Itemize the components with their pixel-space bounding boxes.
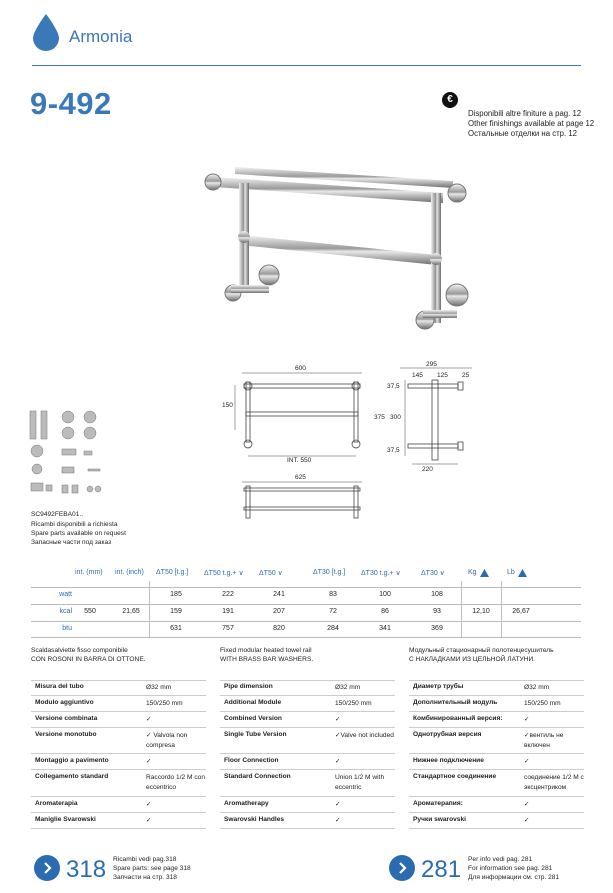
th-int-inch: int. (inch) [115, 569, 144, 576]
desc-line-1: Scaldasalviette fisso componibile [31, 647, 128, 654]
th-dt30-v: ΔT30 ∨ [421, 570, 445, 577]
model-code: 9-492 [30, 86, 112, 121]
cell-watt-dt30tgv: 100 [379, 591, 391, 598]
product-photo [195, 155, 485, 340]
spare-parts-image [28, 405, 108, 505]
dim-top-width: 625 [295, 474, 306, 481]
cell-watt-dt30tg: 83 [329, 591, 337, 598]
dim-side-37a: 37,5 [387, 383, 400, 390]
technical-drawing [222, 360, 477, 525]
finishes-note-en: Other finishings available at page 12 [468, 119, 595, 128]
dim-side-37b: 37,5 [387, 447, 400, 454]
cell-btu-dt30tg: 284 [327, 625, 339, 632]
cell-watt-dt50tgv: 222 [222, 591, 234, 598]
header-rule [32, 65, 581, 66]
spec-column-en: Fixed modular heated towel rail WITH BRASS BAR WASHERS. Pipe dimension Ø32 mm Additional Module 150/250 mm Combined Version ✓ Single Tube Version ✓Valve not included Floor Connection ✓ Standard Connection Union 1/2 M with eccentric Aromatherapy ✓ Swarovski Handles ✓ [220, 646, 395, 664]
page-number-318[interactable]: 318 [66, 856, 107, 883]
row-label-watt: watt [59, 591, 72, 598]
cell-btu-dt30tgv: 341 [379, 625, 391, 632]
th-dt50-tgv: ΔT50 t.g.+ ∨ [204, 570, 244, 577]
footer-right-it: Per info vedi pag. 281 [468, 856, 533, 863]
dim-side-300: 300 [390, 414, 401, 421]
page-link-318-icon[interactable] [34, 855, 60, 881]
dim-side-a: 145 [412, 372, 423, 379]
cell-btu-dt50tg: 631 [170, 625, 182, 632]
desc-line-2: WITH BRASS BAR WASHERS. [220, 656, 314, 663]
spares-it: Ricambi disponibili a richiesta [31, 521, 118, 528]
cell-kg: 12,10 [472, 608, 490, 615]
th-kg: Kg [468, 569, 477, 576]
cell-watt-dt30v: 108 [431, 591, 443, 598]
cell-btu-dt50tgv: 757 [222, 625, 234, 632]
weight-lb-icon [518, 569, 527, 577]
cell-int-inch: 21,65 [122, 608, 140, 615]
th-dt50-v: ΔT50 ∨ [259, 570, 283, 577]
brand-title: Armonia [69, 27, 133, 46]
th-lb: Lb [507, 569, 515, 576]
cell-watt-dt50v: 241 [273, 591, 285, 598]
desc-line-1: Fixed modular heated towel rail [220, 647, 312, 654]
dim-interaxis: INT. 550 [287, 457, 312, 464]
footer-right-ru: Для информации см. стр. 281 [468, 874, 560, 881]
dim-side-total: 295 [426, 361, 437, 368]
page-link-281-icon[interactable] [389, 855, 415, 881]
th-dt30-tg: ΔT30 [t.g.] [313, 569, 346, 576]
dim-side-220: 220 [422, 466, 433, 473]
footer-right-en: For information see pag. 281 [468, 865, 553, 872]
spares-ru: Запасные части под заказ [31, 539, 112, 546]
spec-column-ru: Модульный стационарный полотенцесушитель С НАКЛАДКАМИ ИЗ ЦЕЛЬНОЙ ЛАТУНИ. Диаметр трубы Ø32 mm Дополнительный модуль 150/250 mm Комбинированный версия: ✓ Однотрубная версия ✓вентиль не включен Нижнее подключение ✓ Стандартное соединение соединение 1/2 M с эксцентриком Ароматерапия: ✓ Ручки swarovski ✓ [409, 646, 584, 664]
desc-line-2: С НАКЛАДКАМИ ИЗ ЦЕЛЬНОЙ ЛАТУНИ. [409, 656, 536, 663]
spec-column-it: Scaldasalviette fisso componibile CON ROSONI IN BARRA DI OTTONE. Misura del tubo Ø32 mm Modulo aggiuntivo 150/250 mm Versione combinata ✓ Versione monotubo ✓ Valvola non compresa Montaggio a pavimento ✓ Collegamento standard Raccordo 1/2 M con eccentrico Aromaterapia ✓ Maniglie Svarowski ✓ [31, 646, 206, 664]
footer-left-it: Ricambi vedi pag.318 [113, 856, 177, 863]
spares-en: Spare parts available on request [31, 530, 126, 537]
performance-table [31, 569, 581, 639]
row-label-btu: btu [62, 625, 72, 632]
dim-front-height: 150 [222, 402, 233, 409]
water-drop-icon [31, 13, 61, 51]
cell-lb: 26,67 [512, 608, 530, 615]
cell-kcal-dt50tgv: 191 [222, 608, 234, 615]
weight-kg-icon [480, 569, 489, 577]
footer-left-ru: Запчасти на стр. 318 [113, 874, 177, 881]
dim-side-375: 375 [374, 414, 385, 421]
cell-kcal-dt30tgv: 86 [381, 608, 389, 615]
desc-line-2: CON ROSONI IN BARRA DI OTTONE. [31, 656, 146, 663]
euro-icon: € [442, 92, 458, 108]
cell-btu-dt30v: 369 [431, 625, 443, 632]
cell-watt-dt50tg: 185 [170, 591, 182, 598]
cell-btu-dt50v: 820 [273, 625, 285, 632]
page-number-281[interactable]: 281 [421, 856, 462, 883]
th-dt50-tg: ΔT50 [t.g.] [156, 569, 189, 576]
th-int-mm: int. (mm) [75, 569, 103, 576]
cell-int-mm: 550 [84, 608, 96, 615]
cell-kcal-dt50tg: 159 [170, 608, 182, 615]
footer-left-en: Spare parts: see page 318 [113, 865, 191, 872]
finishes-note-ru: Остальные отделки на стр. 12 [468, 129, 578, 138]
cell-kcal-dt30tg: 72 [329, 608, 337, 615]
dim-front-width: 600 [295, 365, 306, 372]
finishes-note-it: Disponibili altre finiture a pag. 12 [468, 109, 582, 118]
cell-kcal-dt50v: 207 [273, 608, 285, 615]
dim-side-b: 125 [437, 372, 448, 379]
spares-code: SC9492FEBA01.. [31, 511, 84, 518]
row-label-kcal: kcal [59, 608, 72, 615]
th-dt30-tgv: ΔT30 t.g.+ ∨ [361, 570, 401, 577]
desc-line-1: Модульный стационарный полотенцесушитель [409, 647, 554, 654]
cell-kcal-dt30v: 93 [433, 608, 441, 615]
dim-side-c: 25 [462, 372, 470, 379]
